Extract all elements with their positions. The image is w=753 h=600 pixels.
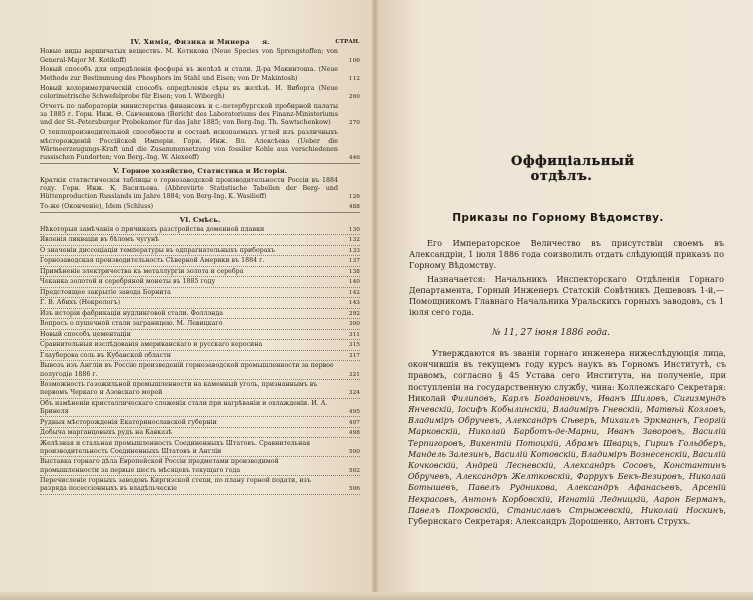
toc-entry-title: То-же (Оконченіе), Idem (Schluss) (40, 203, 154, 211)
section-iv-title: IV. Химія, Физика и Минера (130, 38, 250, 46)
toc-entry (40, 129, 360, 163)
toc-entry (40, 320, 360, 329)
toc-entry-page: 292 (348, 310, 360, 317)
graduates-paragraph (408, 348, 726, 527)
toc-entry-page: 495 (348, 409, 360, 416)
toc-entry-page: 500 (348, 448, 360, 455)
toc-entry-page: 137 (348, 258, 360, 265)
toc-entry-page: 140 (348, 279, 360, 286)
toc-entry (40, 310, 360, 319)
toc-entry-page: 142 (348, 289, 360, 296)
toc-entry-title: Предстоящее закрытіе завода Борнита (40, 288, 171, 296)
toc-entry-page: 311 (348, 331, 360, 338)
toc-entry (40, 103, 360, 128)
toc-entry (40, 419, 360, 428)
toc-entry-page: 130 (348, 226, 360, 233)
graduates-tail: Губернскаго Секретаря: Александръ Дорошенко, Антонъ Струхъ. (408, 516, 691, 527)
toc-entry-title: Нѣкоторыя замѣчанія о причинахъ разстройства доменной плавки (40, 225, 265, 233)
toc-entry-page: 488 (348, 204, 360, 211)
section-v-entries (40, 177, 360, 213)
order-number: № 11, 27 іюня 1886 года. (492, 328, 611, 338)
toc-entry-page: 112 (348, 75, 360, 82)
toc-entry-title: Возможность газожильной промышленности на каменный уголь, признаннымъ въ первомъ Черкаго и Азовскаго морей (40, 380, 318, 397)
book-gutter (372, 0, 378, 600)
toc-entry (40, 278, 360, 287)
official-heading: Оффиціальный отдѣлъ. (511, 154, 635, 184)
toc-entry-page: 133 (348, 247, 360, 254)
toc-entry (40, 177, 360, 202)
toc-entry-title: Отчетъ по лабораторіи министерства финансовъ и с.-петербургской пробирной палаты за 1885 г. Горн. Инж. Ѳ. Савченкова (Bericht des Laboratoriums des Finanz-Ministeriums und der St.-Petersburger Probekamer für das Jahr 1885; von Berg-Ing. Th. Sawtschenkow) (40, 102, 338, 127)
section-vi-title: VI. Смѣсь. (179, 215, 221, 224)
toc-entry-page: 324 (348, 390, 360, 397)
page-column-label: СТРАН. (335, 39, 360, 45)
toc-entry-title: Глауберова соль въ Кубанской области (40, 351, 171, 359)
section-iv-suffix: я. (262, 38, 270, 46)
toc-entry (40, 268, 360, 277)
toc-entry (40, 352, 360, 361)
toc-entry-page: 132 (348, 237, 360, 244)
toc-entry (40, 477, 360, 495)
toc-entry-title: Желѣзная и стальная промышленность Соединенныхъ Штатовъ. Сравнительная производительность Соединенныхъ Штатовъ и Англіи (40, 439, 311, 455)
toc-entry-page: 106 (348, 57, 360, 64)
toc-entry-title: Добыча марганцовыхъ рудъ на Кавказѣ (40, 429, 173, 437)
toc-entry-title: О значеніи диссоціаціи температуры въ одпрагнательныхъ приборахъ (40, 246, 276, 254)
toc-entry-title: Вывозъ изъ Англіи въ Россію произведеній горнозаводской промышленности за первое полугодіе 1886 г. (40, 362, 334, 378)
toc-entry (40, 341, 360, 350)
toc-entry (40, 331, 360, 340)
toc-entry-title: Выставка горнаго дѣла Европейской Россіи предметами производимой промышленности за первые шесть мѣсяцевъ текущаго года (40, 458, 279, 474)
page-bottom-edge (0, 592, 753, 600)
toc-entry (40, 289, 360, 298)
toc-entry (40, 226, 360, 235)
toc-entry-page: 270 (348, 120, 360, 127)
toc-entry (40, 400, 360, 418)
toc-entry (40, 203, 360, 212)
toc-entry-page: 143 (348, 300, 360, 307)
toc-entry-title: Горнозаводская производительность Сѣверной Америки въ 1884 г. (40, 257, 265, 265)
toc-entry-page: 260 (348, 93, 360, 100)
toc-entry-page: 315 (348, 342, 360, 349)
toc-entry-page: 497 (348, 419, 360, 426)
toc-entry (40, 458, 360, 476)
section-v-title: V. Горное хозяйство, Статистика и Исторія. (112, 166, 288, 175)
toc-entry-page: 138 (348, 268, 360, 275)
toc-entry-page: 446 (348, 155, 360, 162)
toc-entry (40, 381, 360, 399)
toc-entry-page: 126 (348, 194, 360, 201)
graduates-names: Филиповъ, Карлъ Богдановичъ, Иванъ Шиловъ, Сигизмундъ Янчевскій, Іосифъ Кобылинскій, Владиміръ Гневскій, Матвѣй Козловъ, Владиміръ Обручевъ, Александръ Сѣверъ, Михаилъ Эркманнъ, Георгій Марковскій, Николай Барботъ-де-Марни, Иванъ Заворовъ, Василій Терпигоровъ, Викентій Потоцкій, Абрамъ Шварцъ, Гиршъ Гольдберъ, Мандель Залезинъ, Василій Котовскій, Владиміръ Вознесенскій, Василій Кочковскій, Андрей Лесневскій, Александръ Сосовъ, Константинъ Обручевъ, Александръ Желтковскій, Фаррухъ Бекъ-Везировъ, Николай Ботышевъ, Павелъ Рудникова, Александръ Афанасьевъ, Арсеній Некрасовъ, Антонъ Корбовскій, Игнатій Ледницкій, Аарон Берманъ, Павелъ Покровскій, Станиславъ Стрыжевскій, Николай Носкинъ, (408, 392, 726, 515)
toc-entry-title: О теплопроизводительной способности и составѣ ископаемыхъ углей изъ различныхъ мѣсторожденій Россійской Имперіи. Горн. Инж. Вл. Алексѣева (Ueber die Wärmeerzeugungs-Kraft und die Zusammensetzung von fossiler Kohle aus verschiedenen russischen Fundorten; von Berg.-Ing. W. Alexeeff) (40, 129, 338, 162)
toc-entry-page: 502 (348, 467, 360, 474)
toc-entry-title: Чеканка золотой и серебряной монеты въ 1885 году (40, 278, 216, 286)
toc-entry-title: Новый колориметрическій способъ опредѣленія сѣры въ желѣзѣ. И. Виборга (Neue colorimetrische Schwefelprobe für Eisen; von I. Wiborgh) (40, 84, 338, 100)
toc-entry-title: Новые виды варшичатых веществъ. М. Котикова (Neue Species von Sprengstoffen; von General-Major M. Kotikoff) (40, 48, 338, 64)
toc-entry-title: Явленія ликваціи въ бѣломъ чугунѣ (40, 236, 159, 244)
toc-entry (40, 440, 360, 458)
graduates-lead: Утверждаются въ званіи горнаго инженера нижеслѣдующія лица, окончившія въ текущемъ году курсъ наукъ въ Горномъ Институтѣ, съ правомъ, согласно § 45 Устава сего Института, на полученіе, при поступленіи на государственную службу, чина: Коллежскаго Секретаря: Николай (408, 348, 726, 403)
section-vi-entries (40, 226, 360, 495)
toc-entry-page: 321 (348, 371, 360, 378)
toc-entry-title: Новый способъ для опредѣленія фосфора въ желѣзѣ и стали. Д-ра Макинтоша. (Neue Methode zur Bestimmung des Phosphors im Stahl und Eisen; von Dr Makintosh) (40, 66, 338, 82)
table-of-contents (40, 38, 360, 496)
toc-entry-title: Сравнительныя изслѣдованія американскаго и русскаго керосина (40, 341, 263, 349)
decree-paragraph: Его Императорское Величество въ присутствіи своемъ въ Александріи, 1 іюля 1886 года соизволилъ отдать слѣдующій приказъ по Горному Вѣдомству. (409, 238, 724, 270)
toc-entry (40, 66, 360, 83)
toc-entry-title: Изъ исторіи фабрикаціи нудлинговой стали. Фоллэнда (40, 309, 223, 317)
toc-entry (40, 247, 360, 256)
orders-heading: Приказы по Горному Вѣдомству. (452, 212, 664, 224)
toc-entry-title: Объ измѣненіи кристаллическаго сложенія стали при нагрѣваніи и охлажденіи. И. А. Бринеля (40, 399, 328, 416)
toc-entry (40, 429, 360, 438)
toc-entry-title: Примѣненіе электричества къ металлургіи золота и серебра (40, 267, 244, 275)
toc-entry-title: Г. В. Абихъ (Некрологъ) (40, 299, 121, 307)
section-iv-entries (40, 48, 360, 163)
toc-entry-title: Рудныя мѣсторожденія Екатеринославской губерніи (40, 418, 217, 426)
toc-entry-page: 300 (348, 321, 360, 328)
toc-entry-page: 317 (348, 352, 360, 359)
toc-entry (40, 362, 360, 380)
section-v-heading (40, 167, 360, 175)
toc-entry-title: Перечисленіе горныхъ заводовъ Киргизской степи, по плану горной подати, изъ разряда посессіонныхъ въ владѣльческіе (40, 477, 311, 493)
toc-entry-page: 506 (348, 486, 360, 493)
toc-entry-title: Краткія статистическія таблицы о горнозаводской производительности Россіи въ 1884 году. Горн. Инж. К. Васильева. (Abbreviirte Statistische Tabellen der Berg- und Hüttenproduction Russlands im Jahre 1884; von Berg-Ing. K. Wasilieff) (40, 176, 338, 201)
toc-entry-title: Новый способъ цементаціи (40, 330, 131, 338)
appointment-paragraph: Назначается: Начальникъ Инспекторскаго Отдѣленія Горнаго Департамента, Горный Инженеръ Статскій Совѣтникъ Дешевовъ 1-й,— Помощникомъ Главнаго Начальника Уральскихъ горныхъ заводовъ, съ 1 іюля сего года. (409, 274, 724, 317)
section-vi-heading (40, 216, 360, 224)
toc-entry (40, 85, 360, 102)
toc-entry-title: Вопросъ о пушечной стали заграницею. М. Левицкаго (40, 320, 223, 328)
toc-entry-page: 498 (348, 430, 360, 437)
toc-entry (40, 236, 360, 245)
toc-entry (40, 48, 360, 65)
toc-entry (40, 257, 360, 266)
section-iv-heading (40, 38, 360, 46)
toc-entry (40, 299, 360, 308)
